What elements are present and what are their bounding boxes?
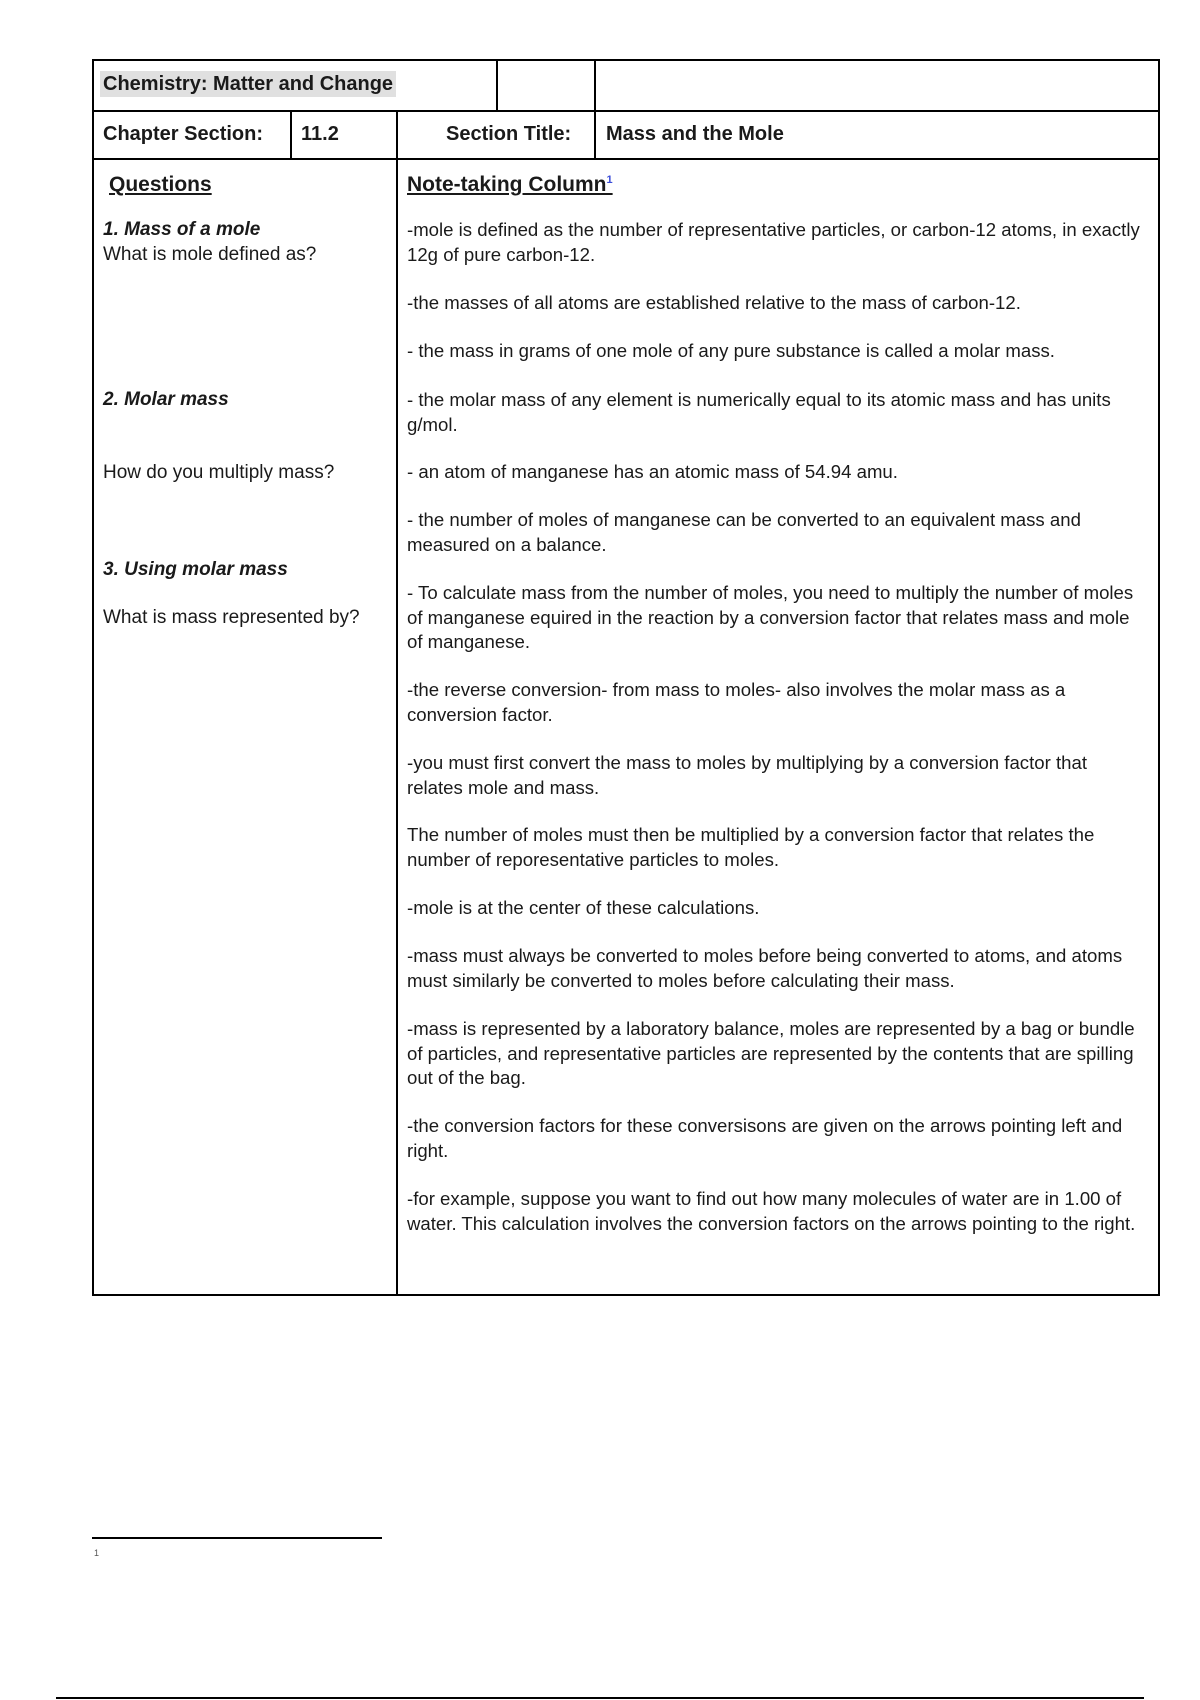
- page-bottom-rule: [56, 1697, 1144, 1699]
- question-2-title: 2. Molar mass: [103, 389, 229, 410]
- chapter-section-label: Chapter Section:: [103, 123, 264, 145]
- notes-heading-text: Note-taking Column: [407, 173, 607, 196]
- note-item: - To calculate mass from the number of moles, you need to multiply the number of moles of manganese equired in the reaction by a conversion factor that relates mass and mole of manganese.: [407, 582, 1134, 652]
- note-item: -mass must always be converted to moles before being converted to atoms, and atoms must similarly be converted to moles before calculating their mass.: [407, 945, 1123, 991]
- question-1-title: 1. Mass of a mole: [103, 219, 261, 240]
- header-divider-a: [496, 59, 498, 111]
- note-item: -the reverse conversion- from mass to moles- also involves the molar mass as a conversion factor.: [407, 679, 1066, 725]
- note-item: -mass is represented by a laboratory balance, moles are represented by a bag or bundle of particles, and representative particles are represented by the contents that are spilling out of the bag.: [407, 1018, 1135, 1088]
- note-item: -for example, suppose you want to find out how many molecules of water are in 1.00 of water. This calculation involves the conversion factors on the arrows pointing to the right.: [407, 1188, 1136, 1234]
- table-row2-border: [92, 158, 1160, 160]
- table-bottom-border: [92, 1294, 1160, 1296]
- table-row1-border: [92, 110, 1160, 112]
- note-item: - the molar mass of any element is numerically equal to its atomic mass and has units g/mol.: [407, 389, 1111, 435]
- footnote-separator: [92, 1537, 382, 1539]
- note-item: The number of moles must then be multiplied by a conversion factor that relates the number of reporesentative particles to moles.: [407, 824, 1095, 870]
- note-item: -mole is at the center of these calculations.: [407, 897, 760, 918]
- notes-heading: [407, 173, 613, 197]
- column-divider: [396, 110, 398, 1296]
- footnote-mark: 1: [94, 1548, 100, 1558]
- question-3-prompt: What is mass represented by?: [103, 607, 360, 628]
- header-divider-b: [594, 59, 596, 160]
- chapter-section-value: 11.2: [301, 123, 339, 145]
- course-title: Chemistry: Matter and Change: [100, 71, 396, 97]
- table-left-border: [92, 59, 94, 1296]
- note-item: -mole is defined as the number of representative particles, or carbon-12 atoms, in exactly 12g of pure carbon-12.: [407, 219, 1140, 265]
- section-title-label: Section Title:: [446, 123, 572, 145]
- question-2-prompt: How do you multiply mass?: [103, 462, 335, 483]
- note-item: - an atom of manganese has an atomic mass of 54.94 amu.: [407, 461, 898, 482]
- note-item: - the mass in grams of one mole of any pure substance is called a molar mass.: [407, 340, 1055, 361]
- note-item: -the conversion factors for these conversisons are given on the arrows pointing left and right.: [407, 1115, 1123, 1161]
- questions-heading: Questions: [109, 173, 212, 196]
- table-top-border: [92, 59, 1160, 61]
- footnote-ref[interactable]: 1: [606, 174, 613, 186]
- question-1-prompt: What is mole defined as?: [103, 244, 317, 265]
- chapter-divider: [290, 110, 292, 160]
- note-item: -the masses of all atoms are established relative to the mass of carbon-12.: [407, 292, 1021, 313]
- table-right-border: [1158, 59, 1160, 1296]
- note-item: - the number of moles of manganese can be converted to an equivalent mass and measured on a balance.: [407, 509, 1081, 555]
- question-3-title: 3. Using molar mass: [103, 559, 288, 580]
- note-item: -you must first convert the mass to moles by multiplying by a conversion factor that relates mole and mass.: [407, 752, 1087, 798]
- section-title-value: Mass and the Mole: [606, 123, 784, 145]
